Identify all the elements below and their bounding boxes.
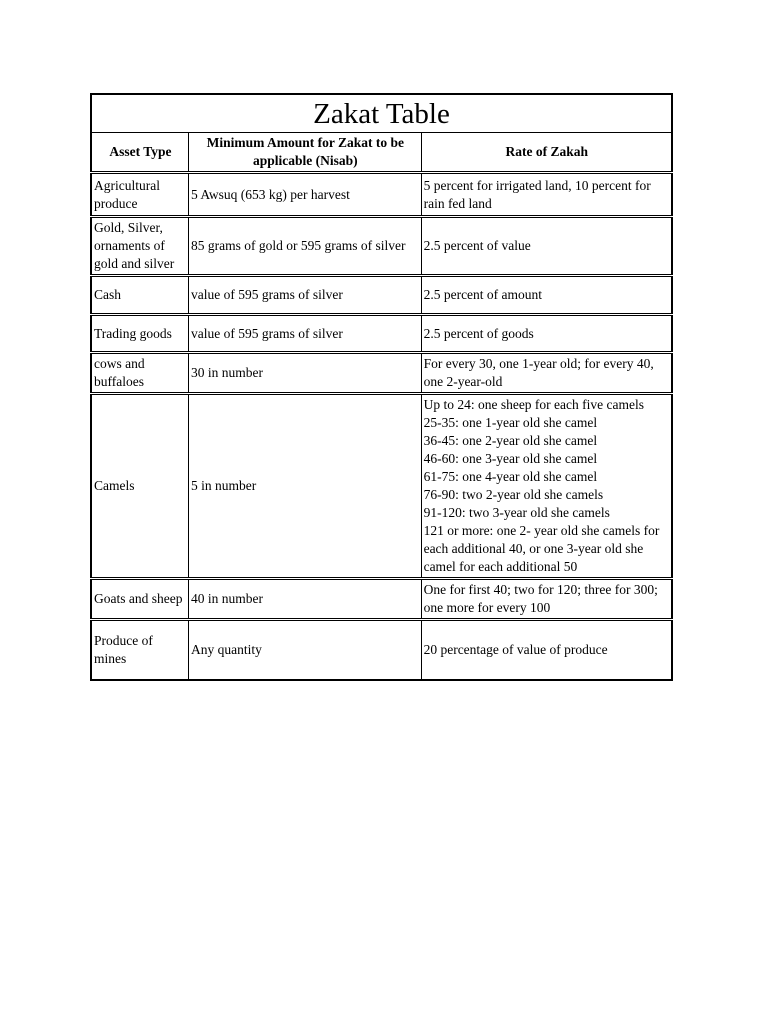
rate-line: 76-90: two 2-year old she camels [423,487,604,502]
rate-cell: 2.5 percent of value [421,217,672,276]
asset-cell: Camels [91,394,189,579]
rate-line: 36-45: one 2-year old she camel [423,433,598,448]
nisab-cell: 85 grams of gold or 595 grams of silver [189,217,422,276]
rate-cell: 20 percentage of value of produce [421,620,672,680]
rate-line: 61-75: one 4-year old she camel [423,469,598,484]
rate-cell: 2.5 percent of amount [421,276,672,315]
rate-cell: 2.5 percent of goods [421,315,672,353]
asset-cell: Trading goods [91,315,189,353]
rate-line: Up to 24: one sheep for each five camels [423,397,644,412]
table-row [91,315,672,353]
table-row [91,217,672,276]
nisab-cell: 5 Awsuq (653 kg) per harvest [189,173,422,217]
rate-cell: One for first 40; two for 120; three for 300; one more for every 100 [421,579,672,620]
nisab-cell: 30 in number [189,353,422,394]
table-row [91,394,672,579]
rate-line: 25-35: one 1-year old she camel [423,415,598,430]
asset-cell: Produce of mines [91,620,189,680]
asset-cell: cows and buffaloes [91,353,189,394]
table-row [91,173,672,217]
rate-cell: 5 percent for irrigated land, 10 percent for rain fed land [421,173,672,217]
nisab-cell: 5 in number [189,394,422,579]
table-row [91,276,672,315]
header-nisab: Minimum Amount for Zakat to be applicable (Nisab) [189,133,422,173]
nisab-cell: 40 in number [189,579,422,620]
nisab-cell: value of 595 grams of silver [189,276,422,315]
rate-line: 91-120: two 3-year old she camels [423,505,610,520]
table-row [91,353,672,394]
asset-cell: Agricultural produce [91,173,189,217]
zakat-table [90,93,673,681]
table-row [91,579,672,620]
rate-line: 121 or more: one 2- year old she camels for each additional 40, or one 3-year old she camel for each additional 50 [423,523,660,574]
asset-cell: Cash [91,276,189,315]
nisab-cell: value of 595 grams of silver [189,315,422,353]
rate-line: 46-60: one 3-year old she camel [423,451,598,466]
rate-cell [421,394,672,579]
header-asset-type: Asset Type [91,133,189,173]
nisab-cell: Any quantity [189,620,422,680]
table-title: Zakat Table [91,94,672,133]
table-row [91,620,672,680]
asset-cell: Gold, Silver, ornaments of gold and silver [91,217,189,276]
asset-cell: Goats and sheep [91,579,189,620]
rate-cell: For every 30, one 1-year old; for every 40, one 2-year-old [421,353,672,394]
header-rate: Rate of Zakah [421,133,672,173]
header-row [91,133,672,173]
